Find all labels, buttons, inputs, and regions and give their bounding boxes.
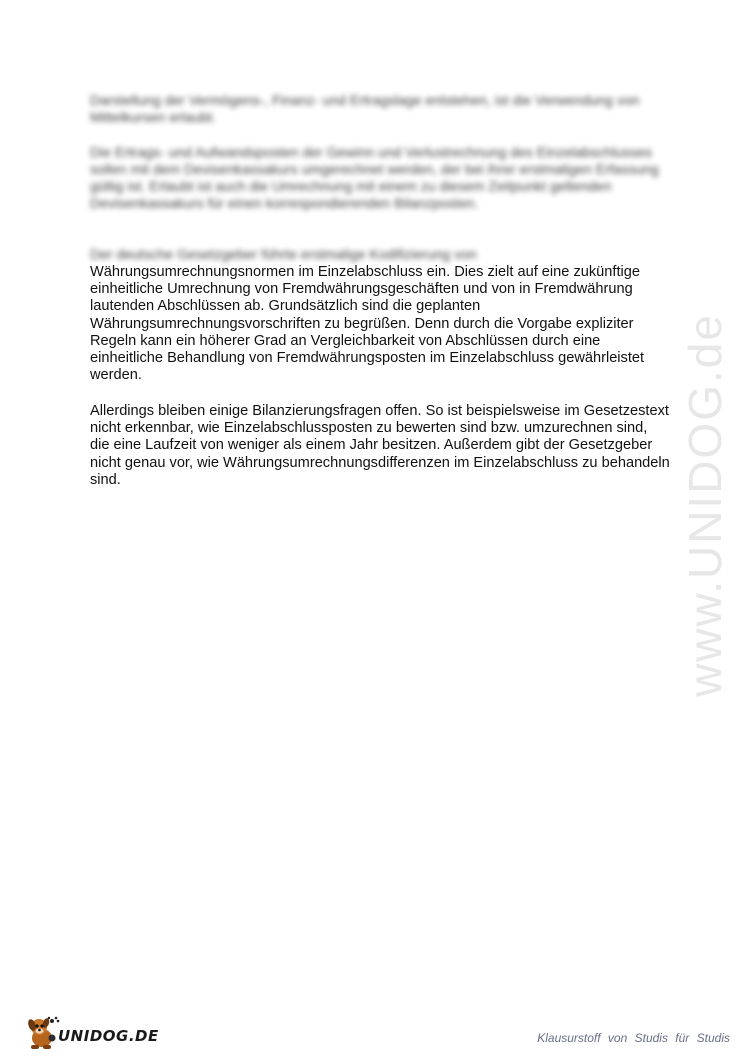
body-paragraph: Währungsumrechnungsnormen im Einzelabschluss ein. Dies zielt auf eine zukünftige einheitliche Umrechnung von Fremdwährungsgeschäften und von in Fremdwährung lautenden Abschlüssen ab. Grundsätzlich sind die geplanten Währungsumrechnungsvorschriften zu begrüßen. Denn durch die Vorgabe expliziter Regeln kann ein höherer Grad an Vergleichbarkeit von Abschlüssen durch eine einheitliche Behandlung von Fremdwährungsposten im Einzelabschluss gewährleistet werden.	[90, 264, 645, 384]
footer-tagline: Klausurstoff von Studis für Studis	[537, 1031, 730, 1045]
blurred-paragraph: Der deutsche Gesetzgeber führte erstmalige Kodifizierung von	[90, 246, 477, 262]
blurred-paragraph: Darstellung der Vermögens-, Finanz- und Ertragslage entstehen, ist die Verwendung von Mittelkursen erlaubt.	[90, 92, 640, 125]
watermark: www.UNIDOG.de	[679, 313, 731, 697]
blurred-paragraph: Die Ertrags- und Aufwandsposten der Gewinn und Verlustrechnung des Einzelabschlusses sollen mit dem Devisenkassakurs umgerechnet werden, der bei ihrer erstmaligen Erfassung gültig ist. Erlaubt ist auch die Umrechnung mit einem zu diesem Zeitpunkt geltenden Devisenkassakurs für einen korrespondierenden Bilanzposten.	[90, 144, 659, 211]
logo-text: UNIDOG.DE	[58, 1027, 159, 1045]
paw-icon	[48, 1017, 60, 1023]
body-paragraph: Allerdings bleiben einige Bilanzierungsfragen offen. So ist beispielsweise im Gesetzestext nicht erkennbar, wie Einzelabschlussposten zu bewerten sind bzw. umzurechnen sind, die eine Laufzeit von weniger als einem Jahr besitzen. Außerdem gibt der Gesetzgeber nicht genau vor, wie Währungsumrechnungsdifferenzen im Einzelabschluss zu behandeln sind.	[90, 403, 670, 488]
